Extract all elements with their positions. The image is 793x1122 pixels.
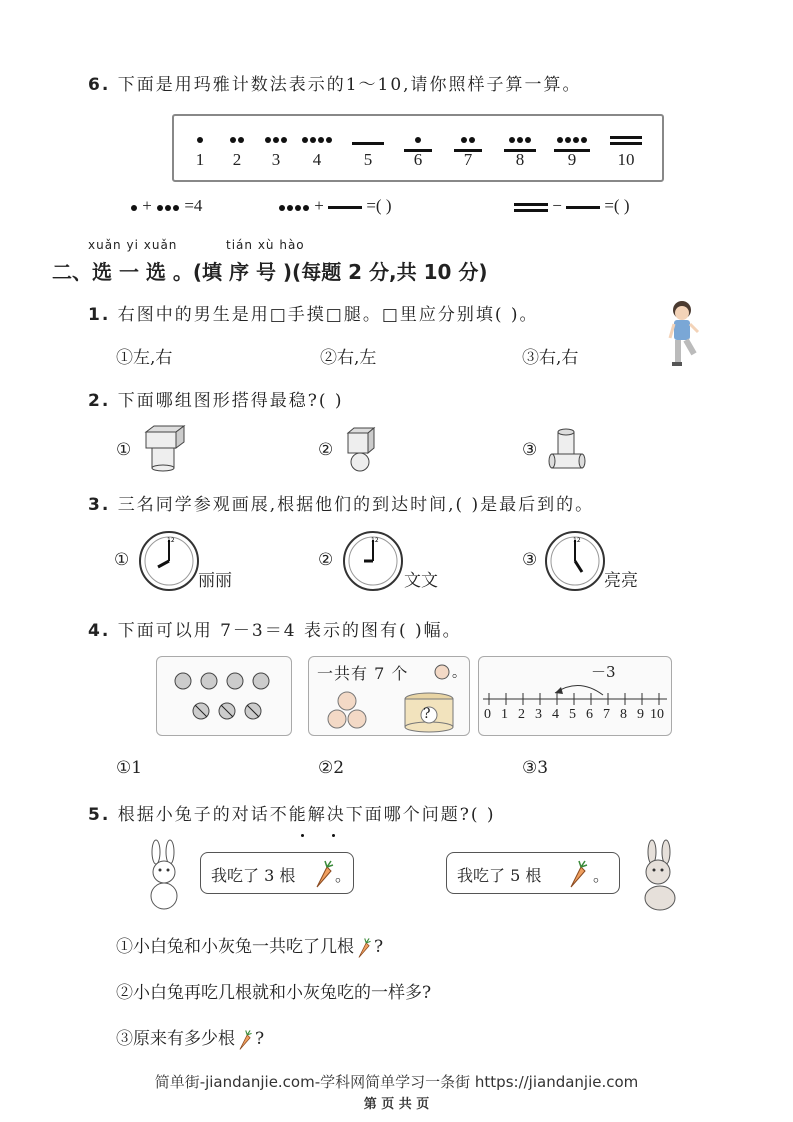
ruler-label-10: 10 bbox=[650, 707, 664, 722]
q2-option-1[interactable]: ① bbox=[116, 440, 132, 460]
q6-equation-1: + =4 bbox=[130, 196, 202, 216]
q6-number: 6. bbox=[88, 75, 111, 95]
ruler-label-3: 3 bbox=[535, 707, 542, 722]
carrot-icon bbox=[235, 1029, 255, 1051]
maya-cell-7: 7 bbox=[446, 116, 490, 180]
cylinder-stack-shape bbox=[548, 428, 588, 472]
q3-prompt: 3. 三名同学参观画展,根据他们的到达时间,( )是最后到的。 bbox=[88, 495, 595, 515]
q4-panel-3 bbox=[478, 656, 672, 736]
cube-on-cylinder-shape bbox=[142, 424, 186, 472]
q4-option-1[interactable]: ①1 bbox=[116, 758, 143, 778]
q2-prompt: 2. 下面哪组图形搭得最稳?( ) bbox=[88, 391, 344, 411]
pinyin-xuan: xuǎn yi xuǎn bbox=[88, 238, 178, 252]
bubble-1-text: 我吃了 3 根 bbox=[211, 866, 296, 885]
ruler-label-8: 8 bbox=[620, 707, 627, 722]
q4-prompt: 4. 下面可以用 7－3＝4 表示的图有( )幅。 bbox=[88, 621, 462, 641]
eq2-answer-blank[interactable]: =( ) bbox=[366, 196, 392, 215]
svg-text:。: 。 bbox=[452, 665, 466, 681]
svg-text:12: 12 bbox=[371, 537, 379, 544]
q2-option-3[interactable]: ③ bbox=[522, 440, 538, 460]
q5-option-1[interactable]: ①小白兔和小灰兔一共吃了几根 ? bbox=[116, 937, 384, 957]
ruler-label-1: 1 bbox=[501, 707, 508, 722]
q4-panel2-question: ? bbox=[423, 706, 431, 722]
q1-option-1[interactable]: ①左,右 bbox=[116, 348, 173, 368]
q4-minus-label: －3 bbox=[591, 663, 616, 681]
q5-text: 根据小兔子的对话不能解决下面哪个问题?( ) bbox=[117, 805, 496, 825]
emphasis-dots bbox=[300, 822, 336, 841]
q4-panel-1 bbox=[156, 656, 292, 736]
maya-cell-4: 4 bbox=[295, 116, 339, 180]
number-line bbox=[479, 657, 671, 735]
q4-panel-2 bbox=[308, 656, 470, 736]
q6-text: 下面是用玛雅计数法表示的1～10,请你照样子算一算。 bbox=[117, 75, 582, 95]
peach-icon bbox=[433, 663, 466, 681]
q2-text: 下面哪组图形搭得最稳?( ) bbox=[117, 391, 344, 411]
carrot-icon bbox=[567, 859, 589, 889]
footer-site-line: 简单街-jiandanjie.com-学科网简单学习一条街 https://jiandanjie.com bbox=[154, 1073, 639, 1091]
grey-rabbit-illustration bbox=[630, 840, 686, 912]
maya-cell-9: 9 bbox=[550, 116, 594, 180]
footer-page-line: 第 页 共 页 bbox=[363, 1097, 430, 1112]
ruler-label-4: 4 bbox=[552, 707, 559, 722]
maya-cell-8: 8 bbox=[498, 116, 542, 180]
eq3-answer-blank[interactable]: =( ) bbox=[604, 196, 630, 215]
q3-name-3: 亮亮 bbox=[604, 571, 638, 591]
q1-option-2[interactable]: ②右,左 bbox=[320, 348, 377, 368]
q1-text: 右图中的男生是用□手摸□腿。□里应分别填( )。 bbox=[117, 305, 539, 325]
q3-name-2: 文文 bbox=[404, 571, 438, 591]
ruler-label-5: 5 bbox=[569, 707, 576, 722]
pinyin-tian: tián xù hào bbox=[226, 238, 305, 252]
q4-text: 下面可以用 7－3＝4 表示的图有( )幅。 bbox=[117, 621, 462, 641]
ruler-label-7: 7 bbox=[603, 707, 610, 722]
white-rabbit-illustration bbox=[140, 840, 190, 912]
ruler-label-9: 9 bbox=[637, 707, 644, 722]
maya-cell-2: 2 bbox=[215, 116, 259, 180]
q6-prompt bbox=[88, 70, 582, 95]
speech-bubble-2: 我吃了 5 根 。 bbox=[446, 852, 620, 894]
maya-cell-10: 10 bbox=[604, 116, 648, 180]
q3-option-1[interactable]: ① bbox=[114, 550, 130, 570]
cube-on-sphere-shape bbox=[344, 426, 378, 472]
q5-prompt: 5. 根据小兔子的对话不能解决下面哪个问题?( ) bbox=[88, 805, 496, 825]
boy-illustration bbox=[664, 298, 704, 374]
maya-cell-6: 6 bbox=[396, 116, 440, 180]
carrot-icon bbox=[313, 859, 335, 889]
bubble-2-text: 我吃了 5 根 bbox=[457, 866, 542, 885]
q3-name-1: 丽丽 bbox=[198, 571, 232, 591]
maya-cell-3: 3 bbox=[254, 116, 298, 180]
maya-cell-5: 5 bbox=[346, 116, 390, 180]
q4-option-2[interactable]: ②2 bbox=[318, 758, 345, 778]
ruler-label-0: 0 bbox=[484, 707, 491, 722]
q2-option-2[interactable]: ② bbox=[318, 440, 334, 460]
q4-panel2-text: 一共有 7 个 bbox=[317, 664, 409, 683]
q1-prompt: 1. 右图中的男生是用□手摸□腿。□里应分别填( )。 bbox=[88, 305, 539, 325]
carrot-icon bbox=[354, 937, 374, 959]
ruler-label-2: 2 bbox=[518, 707, 525, 722]
maya-number-table bbox=[172, 114, 664, 182]
eq1-result: =4 bbox=[184, 196, 203, 215]
q5-option-3[interactable]: ③原来有多少根 ? bbox=[116, 1029, 265, 1049]
q3-option-2[interactable]: ② bbox=[318, 550, 334, 570]
svg-text:12: 12 bbox=[167, 537, 175, 544]
clock-1 bbox=[138, 530, 200, 592]
q6-equation-3: − =( ) bbox=[514, 196, 630, 216]
q5-option-2[interactable]: ②小白兔再吃几根就和小灰兔吃的一样多? bbox=[116, 983, 432, 1003]
svg-text:12: 12 bbox=[573, 537, 581, 544]
speech-bubble-1: 我吃了 3 根 。 bbox=[200, 852, 354, 894]
q6-equation-2: + =( ) bbox=[278, 196, 392, 216]
clock-2 bbox=[342, 530, 404, 592]
q4-option-3[interactable]: ③3 bbox=[522, 758, 549, 778]
ruler-label-6: 6 bbox=[586, 707, 593, 722]
q3-option-3[interactable]: ③ bbox=[522, 550, 538, 570]
clock-3 bbox=[544, 530, 606, 592]
q1-option-3[interactable]: ③右,右 bbox=[522, 348, 579, 368]
q3-text: 三名同学参观画展,根据他们的到达时间,( )是最后到的。 bbox=[117, 495, 595, 515]
maya-cell-1: 1 bbox=[178, 116, 222, 180]
section-title: 二、选 一 选 。(填 序 号 )(每题 2 分,共 10 分) bbox=[52, 260, 488, 284]
